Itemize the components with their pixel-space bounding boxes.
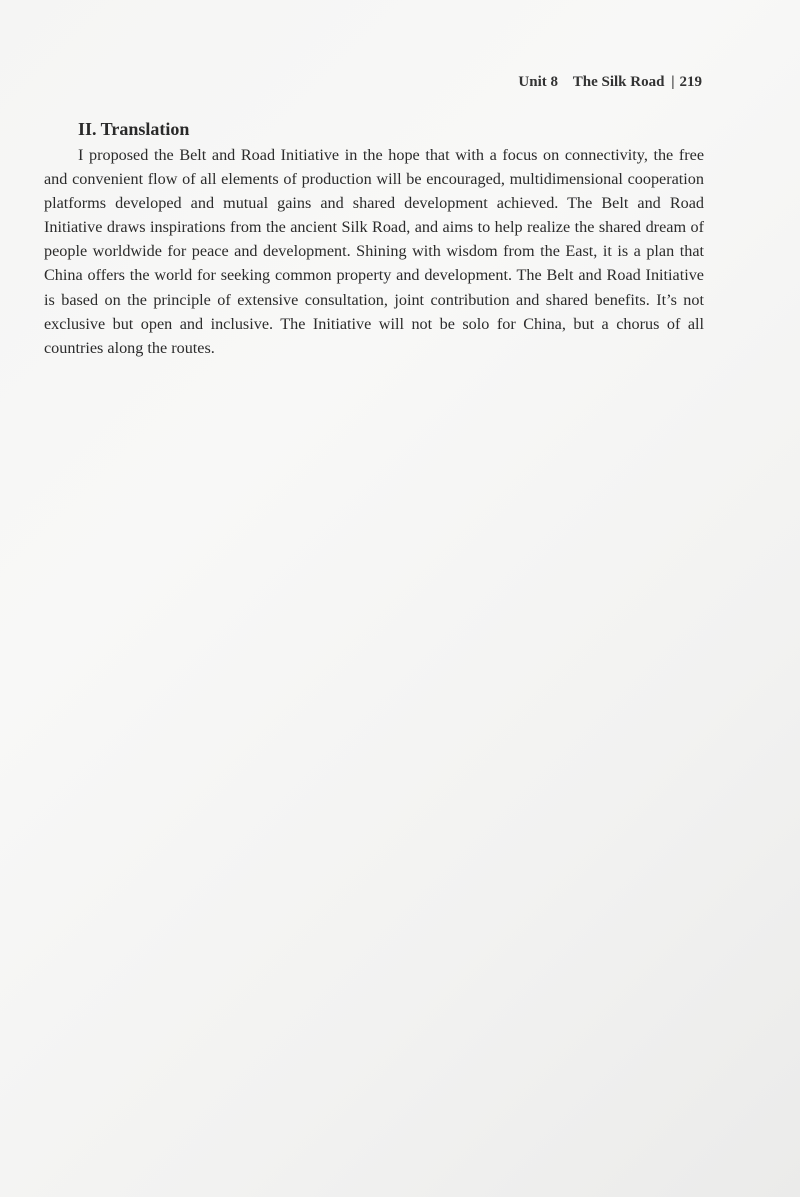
header-separator: |	[671, 74, 675, 90]
unit-label: Unit 8	[518, 74, 558, 90]
section-title: II. Translation	[78, 119, 190, 139]
translation-paragraph: I proposed the Belt and Road Initiative in the hope that with a focus on connectivity, the free and convenient flow of all elements of production will be encouraged, multidimensional cooperation platforms developed and mutual gains and shared development achieved. The Belt and Road Initiative draws inspirations from the ancient Silk Road, and aims to help realize the shared dream of people worldwide for peace and development. Shining with wisdom from the East, it is a plan that China offers the world for seeking common property and development. The Belt and Road Initiative is based on the principle of extensive consultation, joint contribution and shared benefits. It’s not exclusive but open and inclusive. The Initiative will not be solo for China, but a chorus of all countries along the routes.	[44, 146, 704, 357]
page-number: 219	[679, 74, 702, 90]
page-header	[518, 74, 702, 91]
chapter-title: The Silk Road	[572, 74, 665, 90]
